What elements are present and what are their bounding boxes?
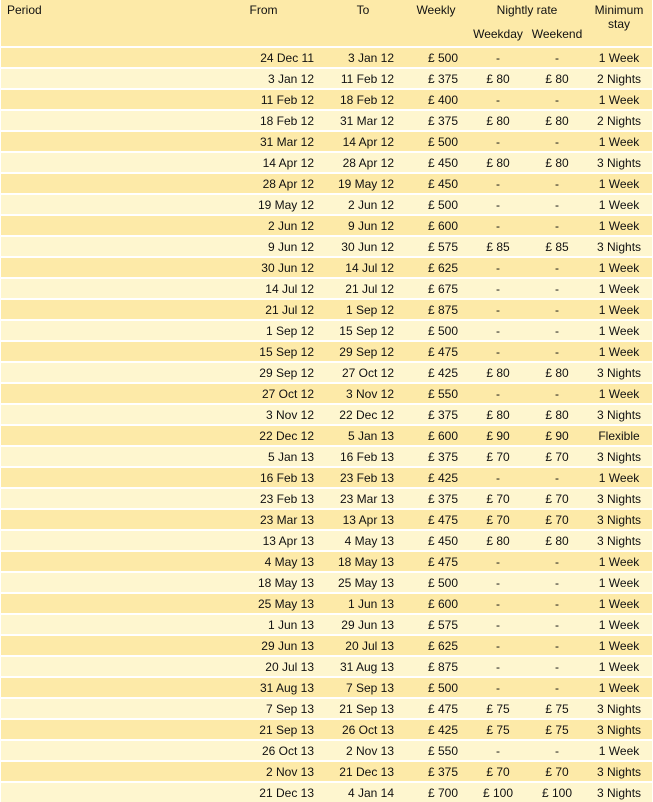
- table-row: [1, 236, 652, 257]
- period-cell: [1, 698, 191, 719]
- period-cell: [1, 782, 191, 802]
- header-period: Period: [1, 0, 191, 47]
- weekly-cell: £ 475: [398, 698, 468, 719]
- table-row: [1, 362, 652, 383]
- minimum-stay-cell: Flexible: [586, 425, 652, 446]
- weekly-cell: £ 600: [398, 425, 468, 446]
- table-row: [1, 656, 652, 677]
- period-cell: [1, 278, 191, 299]
- table-row: [1, 761, 652, 782]
- weekly-cell: £ 675: [398, 278, 468, 299]
- period-cell: [1, 614, 191, 635]
- from-cell: 21 Sep 13: [191, 719, 318, 740]
- weekend-rate-cell: £ 80: [528, 68, 586, 89]
- table-row: [1, 320, 652, 341]
- to-cell: 1 Jun 13: [318, 593, 398, 614]
- weekday-rate-cell: £ 70: [468, 509, 528, 530]
- from-cell: 31 Mar 12: [191, 131, 318, 152]
- to-cell: 15 Sep 12: [318, 320, 398, 341]
- weekend-rate-cell: £ 80: [528, 404, 586, 425]
- minimum-stay-cell: 1 Week: [586, 278, 652, 299]
- period-cell: [1, 446, 191, 467]
- table-row: [1, 740, 652, 761]
- from-cell: 29 Jun 13: [191, 635, 318, 656]
- period-cell: [1, 173, 191, 194]
- from-cell: 18 Feb 12: [191, 110, 318, 131]
- minimum-stay-cell: 1 Week: [586, 47, 652, 68]
- weekly-cell: £ 875: [398, 656, 468, 677]
- weekend-rate-cell: £ 90: [528, 425, 586, 446]
- period-cell: [1, 719, 191, 740]
- period-cell: [1, 593, 191, 614]
- table-row: [1, 299, 652, 320]
- header-nightly-rate: Nightly rate: [468, 0, 586, 23]
- minimum-stay-cell: 1 Week: [586, 194, 652, 215]
- from-cell: 11 Feb 12: [191, 89, 318, 110]
- to-cell: 7 Sep 13: [318, 677, 398, 698]
- to-cell: 14 Apr 12: [318, 131, 398, 152]
- minimum-stay-cell: 1 Week: [586, 173, 652, 194]
- weekly-cell: £ 475: [398, 551, 468, 572]
- from-cell: 9 Jun 12: [191, 236, 318, 257]
- period-cell: [1, 110, 191, 131]
- to-cell: 21 Sep 13: [318, 698, 398, 719]
- to-cell: 22 Dec 12: [318, 404, 398, 425]
- from-cell: 30 Jun 12: [191, 257, 318, 278]
- minimum-stay-cell: 3 Nights: [586, 530, 652, 551]
- minimum-stay-cell: 2 Nights: [586, 68, 652, 89]
- from-cell: 26 Oct 13: [191, 740, 318, 761]
- from-cell: 2 Nov 13: [191, 761, 318, 782]
- table-row: [1, 551, 652, 572]
- from-cell: 23 Mar 13: [191, 509, 318, 530]
- minimum-stay-cell: 1 Week: [586, 614, 652, 635]
- table-row: [1, 782, 652, 802]
- table-row: [1, 593, 652, 614]
- minimum-stay-cell: 1 Week: [586, 593, 652, 614]
- from-cell: 1 Jun 13: [191, 614, 318, 635]
- from-cell: 5 Jan 13: [191, 446, 318, 467]
- weekly-cell: £ 550: [398, 740, 468, 761]
- to-cell: 2 Jun 12: [318, 194, 398, 215]
- from-cell: 3 Jan 12: [191, 68, 318, 89]
- weekly-cell: £ 550: [398, 383, 468, 404]
- weekday-rate-cell: £ 80: [468, 68, 528, 89]
- to-cell: 26 Oct 13: [318, 719, 398, 740]
- minimum-stay-cell: 1 Week: [586, 740, 652, 761]
- weekend-rate-cell: £ 85: [528, 236, 586, 257]
- period-cell: [1, 194, 191, 215]
- header-weekend: Weekend: [528, 23, 586, 47]
- to-cell: 4 May 13: [318, 530, 398, 551]
- weekday-rate-cell: -: [468, 635, 528, 656]
- period-cell: [1, 215, 191, 236]
- weekend-rate-cell: -: [528, 656, 586, 677]
- weekly-cell: £ 500: [398, 320, 468, 341]
- minimum-stay-cell: 3 Nights: [586, 152, 652, 173]
- weekday-rate-cell: £ 70: [468, 446, 528, 467]
- weekday-rate-cell: £ 80: [468, 404, 528, 425]
- to-cell: 11 Feb 12: [318, 68, 398, 89]
- weekday-rate-cell: £ 85: [468, 236, 528, 257]
- header-minimum-stay: Minimum stay: [586, 0, 652, 47]
- period-cell: [1, 656, 191, 677]
- to-cell: 13 Apr 13: [318, 509, 398, 530]
- weekday-rate-cell: -: [468, 593, 528, 614]
- weekly-cell: £ 875: [398, 299, 468, 320]
- weekend-rate-cell: -: [528, 551, 586, 572]
- from-cell: 23 Feb 13: [191, 488, 318, 509]
- weekend-rate-cell: -: [528, 320, 586, 341]
- table-row: [1, 47, 652, 68]
- table-row: [1, 467, 652, 488]
- weekend-rate-cell: -: [528, 467, 586, 488]
- weekday-rate-cell: £ 90: [468, 425, 528, 446]
- weekday-rate-cell: -: [468, 320, 528, 341]
- to-cell: 23 Mar 13: [318, 488, 398, 509]
- from-cell: 18 May 13: [191, 572, 318, 593]
- weekend-rate-cell: £ 75: [528, 719, 586, 740]
- from-cell: 19 May 12: [191, 194, 318, 215]
- to-cell: 29 Jun 13: [318, 614, 398, 635]
- table-row: [1, 446, 652, 467]
- weekly-cell: £ 425: [398, 467, 468, 488]
- period-cell: [1, 236, 191, 257]
- table-row: [1, 404, 652, 425]
- to-cell: 3 Nov 12: [318, 383, 398, 404]
- table-row: [1, 719, 652, 740]
- weekday-rate-cell: -: [468, 194, 528, 215]
- table-row: [1, 614, 652, 635]
- table-row: [1, 89, 652, 110]
- weekday-rate-cell: £ 80: [468, 530, 528, 551]
- weekday-rate-cell: -: [468, 257, 528, 278]
- weekday-rate-cell: £ 80: [468, 152, 528, 173]
- period-cell: [1, 740, 191, 761]
- weekly-cell: £ 625: [398, 635, 468, 656]
- weekend-rate-cell: £ 70: [528, 509, 586, 530]
- weekday-rate-cell: -: [468, 677, 528, 698]
- to-cell: 31 Aug 13: [318, 656, 398, 677]
- table-row: [1, 173, 652, 194]
- minimum-stay-cell: 1 Week: [586, 131, 652, 152]
- table-row: [1, 383, 652, 404]
- period-cell: [1, 425, 191, 446]
- period-cell: [1, 467, 191, 488]
- weekday-rate-cell: £ 70: [468, 488, 528, 509]
- minimum-stay-cell: 3 Nights: [586, 362, 652, 383]
- table-row: [1, 68, 652, 89]
- from-cell: 14 Apr 12: [191, 152, 318, 173]
- from-cell: 20 Jul 13: [191, 656, 318, 677]
- to-cell: 28 Apr 12: [318, 152, 398, 173]
- period-cell: [1, 131, 191, 152]
- weekend-rate-cell: -: [528, 593, 586, 614]
- from-cell: 21 Jul 12: [191, 299, 318, 320]
- weekday-rate-cell: -: [468, 215, 528, 236]
- weekday-rate-cell: -: [468, 131, 528, 152]
- from-cell: 22 Dec 12: [191, 425, 318, 446]
- weekly-cell: £ 450: [398, 152, 468, 173]
- weekly-cell: £ 425: [398, 362, 468, 383]
- period-cell: [1, 488, 191, 509]
- weekly-cell: £ 450: [398, 530, 468, 551]
- weekly-cell: £ 700: [398, 782, 468, 802]
- weekday-rate-cell: -: [468, 89, 528, 110]
- to-cell: 29 Sep 12: [318, 341, 398, 362]
- weekday-rate-cell: -: [468, 740, 528, 761]
- minimum-stay-cell: 3 Nights: [586, 719, 652, 740]
- table-row: [1, 530, 652, 551]
- table-row: [1, 509, 652, 530]
- minimum-stay-cell: 3 Nights: [586, 404, 652, 425]
- to-cell: 16 Feb 13: [318, 446, 398, 467]
- weekend-rate-cell: -: [528, 341, 586, 362]
- period-cell: [1, 635, 191, 656]
- weekend-rate-cell: -: [528, 383, 586, 404]
- to-cell: 30 Jun 12: [318, 236, 398, 257]
- table-row: [1, 425, 652, 446]
- from-cell: 31 Aug 13: [191, 677, 318, 698]
- period-cell: [1, 383, 191, 404]
- minimum-stay-cell: 1 Week: [586, 656, 652, 677]
- period-cell: [1, 47, 191, 68]
- weekday-rate-cell: -: [468, 572, 528, 593]
- table-header: [1, 0, 652, 47]
- weekend-rate-cell: -: [528, 299, 586, 320]
- weekly-cell: £ 475: [398, 509, 468, 530]
- weekend-rate-cell: £ 80: [528, 152, 586, 173]
- weekly-cell: £ 500: [398, 47, 468, 68]
- from-cell: 27 Oct 12: [191, 383, 318, 404]
- to-cell: 20 Jul 13: [318, 635, 398, 656]
- weekly-cell: £ 375: [398, 68, 468, 89]
- period-cell: [1, 152, 191, 173]
- weekday-rate-cell: £ 75: [468, 698, 528, 719]
- weekday-rate-cell: £ 80: [468, 110, 528, 131]
- weekend-rate-cell: £ 100: [528, 782, 586, 802]
- weekday-rate-cell: -: [468, 656, 528, 677]
- table-row: [1, 194, 652, 215]
- to-cell: 3 Jan 12: [318, 47, 398, 68]
- minimum-stay-cell: 3 Nights: [586, 782, 652, 802]
- weekly-cell: £ 400: [398, 89, 468, 110]
- minimum-stay-cell: 1 Week: [586, 89, 652, 110]
- from-cell: 3 Nov 12: [191, 404, 318, 425]
- weekly-cell: £ 600: [398, 215, 468, 236]
- weekend-rate-cell: -: [528, 131, 586, 152]
- period-cell: [1, 320, 191, 341]
- to-cell: 25 May 13: [318, 572, 398, 593]
- table-row: [1, 635, 652, 656]
- to-cell: 27 Oct 12: [318, 362, 398, 383]
- weekly-cell: £ 575: [398, 614, 468, 635]
- weekly-cell: £ 450: [398, 173, 468, 194]
- to-cell: 1 Sep 12: [318, 299, 398, 320]
- weekend-rate-cell: £ 80: [528, 110, 586, 131]
- weekday-rate-cell: £ 75: [468, 719, 528, 740]
- minimum-stay-cell: 1 Week: [586, 635, 652, 656]
- minimum-stay-cell: 3 Nights: [586, 236, 652, 257]
- from-cell: 14 Jul 12: [191, 278, 318, 299]
- period-cell: [1, 299, 191, 320]
- from-cell: 25 May 13: [191, 593, 318, 614]
- weekly-cell: £ 575: [398, 236, 468, 257]
- weekend-rate-cell: -: [528, 677, 586, 698]
- period-cell: [1, 530, 191, 551]
- weekly-cell: £ 425: [398, 719, 468, 740]
- weekend-rate-cell: £ 70: [528, 488, 586, 509]
- weekly-cell: £ 375: [398, 404, 468, 425]
- from-cell: 2 Jun 12: [191, 215, 318, 236]
- weekend-rate-cell: -: [528, 614, 586, 635]
- weekend-rate-cell: -: [528, 215, 586, 236]
- minimum-stay-cell: 1 Week: [586, 551, 652, 572]
- to-cell: 19 May 12: [318, 173, 398, 194]
- period-cell: [1, 551, 191, 572]
- weekly-cell: £ 500: [398, 131, 468, 152]
- period-cell: [1, 341, 191, 362]
- minimum-stay-cell: 2 Nights: [586, 110, 652, 131]
- to-cell: 21 Dec 13: [318, 761, 398, 782]
- to-cell: 18 May 13: [318, 551, 398, 572]
- weekday-rate-cell: £ 80: [468, 362, 528, 383]
- table-row: [1, 677, 652, 698]
- period-cell: [1, 761, 191, 782]
- minimum-stay-cell: 1 Week: [586, 215, 652, 236]
- weekday-rate-cell: £ 100: [468, 782, 528, 802]
- weekend-rate-cell: -: [528, 257, 586, 278]
- to-cell: 21 Jul 12: [318, 278, 398, 299]
- weekend-rate-cell: -: [528, 89, 586, 110]
- from-cell: 16 Feb 13: [191, 467, 318, 488]
- table-row: [1, 572, 652, 593]
- weekday-rate-cell: -: [468, 614, 528, 635]
- weekend-rate-cell: -: [528, 278, 586, 299]
- weekly-cell: £ 375: [398, 761, 468, 782]
- weekend-rate-cell: £ 70: [528, 446, 586, 467]
- table-row: [1, 488, 652, 509]
- header-from: From: [191, 0, 318, 47]
- minimum-stay-cell: 3 Nights: [586, 509, 652, 530]
- rates-table: [1, 0, 652, 802]
- weekday-rate-cell: -: [468, 299, 528, 320]
- from-cell: 7 Sep 13: [191, 698, 318, 719]
- period-cell: [1, 68, 191, 89]
- from-cell: 21 Dec 13: [191, 782, 318, 802]
- weekday-rate-cell: -: [468, 278, 528, 299]
- weekly-cell: £ 500: [398, 677, 468, 698]
- weekend-rate-cell: £ 70: [528, 761, 586, 782]
- from-cell: 24 Dec 11: [191, 47, 318, 68]
- to-cell: 9 Jun 12: [318, 215, 398, 236]
- weekend-rate-cell: -: [528, 572, 586, 593]
- to-cell: 5 Jan 13: [318, 425, 398, 446]
- weekly-cell: £ 500: [398, 572, 468, 593]
- weekend-rate-cell: -: [528, 47, 586, 68]
- weekday-rate-cell: -: [468, 173, 528, 194]
- weekday-rate-cell: -: [468, 551, 528, 572]
- period-cell: [1, 509, 191, 530]
- to-cell: 2 Nov 13: [318, 740, 398, 761]
- table-row: [1, 341, 652, 362]
- weekend-rate-cell: £ 80: [528, 530, 586, 551]
- weekly-cell: £ 375: [398, 446, 468, 467]
- to-cell: 18 Feb 12: [318, 89, 398, 110]
- minimum-stay-cell: 3 Nights: [586, 698, 652, 719]
- to-cell: 4 Jan 14: [318, 782, 398, 802]
- header-weekly: Weekly: [398, 0, 468, 47]
- weekend-rate-cell: -: [528, 635, 586, 656]
- period-cell: [1, 404, 191, 425]
- weekly-cell: £ 375: [398, 110, 468, 131]
- to-cell: 23 Feb 13: [318, 467, 398, 488]
- weekend-rate-cell: £ 80: [528, 362, 586, 383]
- minimum-stay-cell: 3 Nights: [586, 488, 652, 509]
- weekday-rate-cell: -: [468, 383, 528, 404]
- minimum-stay-cell: 1 Week: [586, 341, 652, 362]
- minimum-stay-cell: 3 Nights: [586, 761, 652, 782]
- from-cell: 4 May 13: [191, 551, 318, 572]
- period-cell: [1, 362, 191, 383]
- weekend-rate-cell: £ 75: [528, 698, 586, 719]
- table-row: [1, 215, 652, 236]
- from-cell: 28 Apr 12: [191, 173, 318, 194]
- minimum-stay-cell: 3 Nights: [586, 446, 652, 467]
- from-cell: 13 Apr 13: [191, 530, 318, 551]
- weekday-rate-cell: £ 70: [468, 761, 528, 782]
- period-cell: [1, 257, 191, 278]
- table-row: [1, 131, 652, 152]
- minimum-stay-cell: 1 Week: [586, 299, 652, 320]
- table-row: [1, 257, 652, 278]
- weekly-cell: £ 600: [398, 593, 468, 614]
- minimum-stay-cell: 1 Week: [586, 257, 652, 278]
- table-row: [1, 110, 652, 131]
- header-weekday: Weekday: [468, 23, 528, 47]
- minimum-stay-cell: 1 Week: [586, 677, 652, 698]
- weekend-rate-cell: -: [528, 194, 586, 215]
- to-cell: 31 Mar 12: [318, 110, 398, 131]
- table-row: [1, 698, 652, 719]
- weekly-cell: £ 375: [398, 488, 468, 509]
- to-cell: 14 Jul 12: [318, 257, 398, 278]
- weekday-rate-cell: -: [468, 341, 528, 362]
- weekend-rate-cell: -: [528, 173, 586, 194]
- weekly-cell: £ 500: [398, 194, 468, 215]
- table-row: [1, 278, 652, 299]
- from-cell: 1 Sep 12: [191, 320, 318, 341]
- table-row: [1, 152, 652, 173]
- weekday-rate-cell: -: [468, 467, 528, 488]
- minimum-stay-cell: 1 Week: [586, 572, 652, 593]
- weekly-cell: £ 475: [398, 341, 468, 362]
- minimum-stay-cell: 1 Week: [586, 383, 652, 404]
- period-cell: [1, 89, 191, 110]
- minimum-stay-cell: 1 Week: [586, 467, 652, 488]
- header-to: To: [318, 0, 398, 47]
- weekend-rate-cell: -: [528, 740, 586, 761]
- weekday-rate-cell: -: [468, 47, 528, 68]
- from-cell: 15 Sep 12: [191, 341, 318, 362]
- from-cell: 29 Sep 12: [191, 362, 318, 383]
- weekly-cell: £ 625: [398, 257, 468, 278]
- minimum-stay-cell: 1 Week: [586, 320, 652, 341]
- table-body: [1, 47, 652, 802]
- period-cell: [1, 572, 191, 593]
- period-cell: [1, 677, 191, 698]
